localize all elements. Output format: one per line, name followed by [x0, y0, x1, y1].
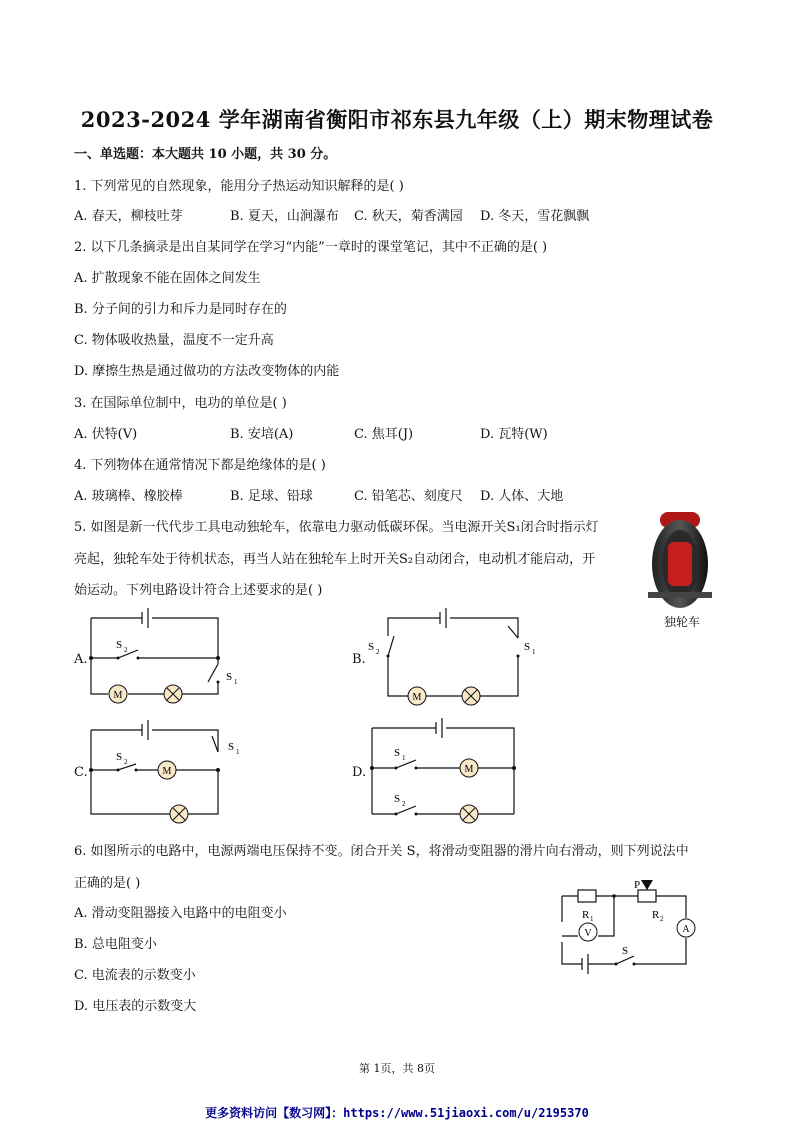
resource-link[interactable]: 更多资料访问【数习网】：https://www.51jiaoxi.com/u/2195370 — [205, 1106, 589, 1120]
r1-label: R — [582, 909, 590, 921]
svg-text:2: 2 — [124, 646, 128, 654]
slider-arrow-icon — [641, 880, 653, 890]
circuit-diagram-b — [366, 604, 536, 706]
question-4-stem: 4. 下列物体在通常情况下都是绝缘体的是( ) — [74, 458, 326, 473]
q5-option-c[interactable]: C. — [74, 765, 88, 780]
svg-text:2: 2 — [402, 800, 406, 808]
resistor-r2 — [638, 890, 656, 902]
question-1-stem: 1. 下列常见的自然现象，能用分子热运动知识解释的是( ) — [74, 179, 404, 194]
q3-option-c[interactable]: C. 焦耳(J) — [354, 427, 414, 442]
svg-text:M: M — [162, 766, 172, 777]
svg-text:A: A — [682, 924, 690, 935]
switch-s1-label: S — [394, 747, 401, 759]
svg-text:1: 1 — [236, 748, 240, 756]
svg-text:2: 2 — [660, 915, 664, 923]
q4-option-d[interactable]: D. 人体、大地 — [480, 489, 564, 504]
svg-text:2: 2 — [124, 758, 128, 766]
q1-option-c[interactable]: C. 秋天，菊香满园 — [354, 209, 463, 224]
q4-option-b[interactable]: B. 足球、铅球 — [230, 489, 313, 504]
switch-s1-label: S — [228, 741, 235, 753]
switch-s2-label: S — [368, 641, 375, 653]
section-heading: 一、单选题：本大题共 10 小题，共 30 分。 — [74, 147, 337, 162]
svg-text:1: 1 — [234, 678, 238, 686]
svg-text:M: M — [464, 764, 474, 775]
q6-option-d[interactable]: D. 电压表的示数变大 — [74, 999, 197, 1014]
question-3-stem: 3. 在国际单位制中，电功的单位是( ) — [74, 396, 287, 411]
svg-text:1: 1 — [532, 648, 536, 656]
page-number: 第 1页，共 8页 — [359, 1062, 435, 1075]
circuit-diagram-q6 — [552, 876, 712, 976]
question-5-line1: 5. 如图是新一代代步工具电动独轮车，依靠电力驱动低碳环保。当电源开关S₁闭合时指示灯 — [74, 520, 599, 535]
svg-text:M: M — [412, 692, 422, 703]
q3-option-a[interactable]: A. 伏特(V) — [74, 427, 138, 442]
question-6-line1: 6. 如图所示的电路中，电源两端电压保持不变。闭合开关 S，将滑动变阻器的滑片向右滑动，则下列说法中 — [74, 844, 689, 859]
question-5-line2: 亮起，独轮车处于待机状态，再当人站在独轮车上时开关S₂自动闭合，电动机才能启动，开 — [74, 552, 596, 567]
circuit-diagram-c — [86, 718, 250, 824]
q5-option-d[interactable]: D. — [352, 765, 367, 780]
q1-option-a[interactable]: A. 春天，柳枝吐芽 — [74, 209, 183, 224]
q6-option-b[interactable]: B. 总电阻变小 — [74, 937, 157, 952]
q2-option-a[interactable]: A. 扩散现象不能在固体之间发生 — [74, 271, 261, 286]
q6-option-c[interactable]: C. 电流表的示数变小 — [74, 968, 196, 983]
slider-p-label: P — [634, 879, 641, 891]
page-title: 2023-2024 学年湖南省衡阳市祁东县九年级（上）期末物理试卷 — [80, 107, 714, 132]
q6-option-a[interactable]: A. 滑动变阻器接入电路中的电阻变小 — [74, 906, 287, 921]
unicycle-caption: 独轮车 — [663, 615, 701, 629]
motor-label: M — [113, 690, 123, 701]
switch-s1-label: S — [226, 671, 233, 683]
q1-option-b[interactable]: B. 夏天，山涧瀑布 — [230, 209, 339, 224]
question-2-stem: 2. 以下几条摘录是出自某同学在学习“内能”一章时的课堂笔记，其中不正确的是( ) — [74, 240, 548, 255]
q2-option-b[interactable]: B. 分子间的引力和斥力是同时存在的 — [74, 302, 287, 317]
q3-option-b[interactable]: B. 安培(A) — [230, 427, 294, 442]
svg-text:1: 1 — [590, 915, 594, 923]
r2-label: R — [652, 909, 660, 921]
svg-text:1: 1 — [402, 754, 406, 762]
q2-option-c[interactable]: C. 物体吸收热量，温度不一定升高 — [74, 333, 274, 348]
switch-s2-label: S — [394, 793, 401, 805]
question-5-line3: 始运动。下列电路设计符合上述要求的是( ) — [74, 583, 323, 598]
svg-text:2: 2 — [376, 648, 380, 656]
q4-option-c[interactable]: C. 铅笔芯、刻度尺 — [354, 489, 463, 504]
switch-s2-label: S — [116, 639, 123, 651]
resistor-r1 — [578, 890, 596, 902]
q5-option-a[interactable]: A. — [74, 652, 88, 667]
circuit-diagram-d — [366, 716, 532, 830]
circuit-diagram-a — [86, 606, 250, 706]
question-6-line2: 正确的是( ) — [74, 876, 141, 891]
svg-text:V: V — [584, 928, 592, 939]
switch-s1-label: S — [524, 641, 531, 653]
q2-option-d[interactable]: D. 摩擦生热是通过做功的方法改变物体的内能 — [74, 364, 340, 379]
q1-option-d[interactable]: D. 冬天，雪花飘飘 — [480, 209, 590, 224]
unicycle-image — [644, 512, 720, 632]
switch-s-label: S — [622, 945, 629, 957]
q5-option-b[interactable]: B. — [352, 652, 366, 667]
q4-option-a[interactable]: A. 玻璃棒、橡胶棒 — [74, 489, 183, 504]
q3-option-d[interactable]: D. 瓦特(W) — [480, 427, 548, 442]
switch-s2-label: S — [116, 751, 123, 763]
